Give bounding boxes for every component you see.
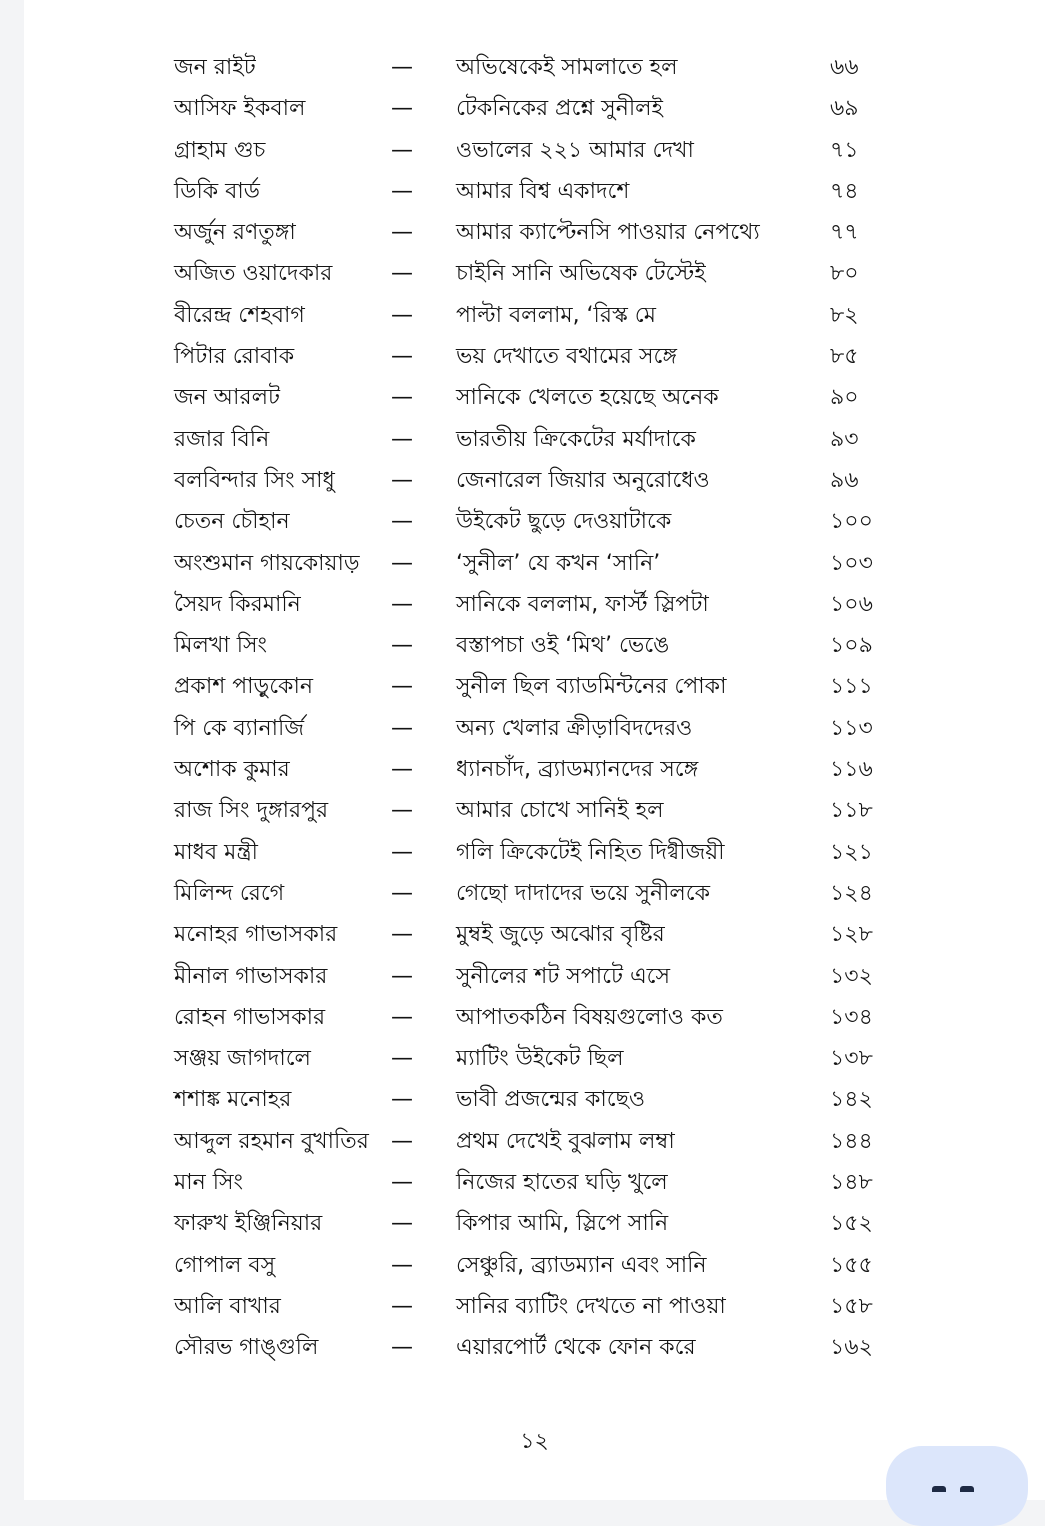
- entry-author: সৌরভ গাঙ্গুলি: [174, 1335, 319, 1361]
- document-page: [24, 0, 1045, 1500]
- entry-page: ১১৩: [830, 715, 873, 741]
- entry-author: জন আরলট: [174, 385, 280, 411]
- entry-title: পাল্টা বললাম, ‘রিস্ক মে: [456, 302, 656, 328]
- entry-author: আসিফ ইকবাল: [174, 96, 306, 122]
- entry-title: ভয় দেখাতে বথামের সঙ্গে: [456, 344, 677, 370]
- entry-dash: —: [391, 426, 413, 452]
- entry-page: ৯৩: [830, 426, 859, 452]
- toc-entry: [174, 89, 894, 130]
- entry-dash: —: [391, 880, 413, 906]
- toc-entry: [174, 1163, 894, 1204]
- menu-icon: [932, 1486, 980, 1494]
- entry-title: উইকেট ছুড়ে দেওয়াটাকে: [456, 509, 672, 535]
- toc-entry: [174, 585, 894, 626]
- toc-entry: [174, 502, 894, 543]
- entry-page: ১১১: [830, 674, 873, 700]
- entry-title: চাইনি সানি অভিষেক টেস্টেই: [456, 261, 706, 287]
- entry-author: ডিকি বার্ড: [174, 178, 260, 204]
- entry-author: অর্জুন রণতুঙ্গা: [174, 220, 296, 246]
- entry-page: ৭১: [830, 137, 859, 163]
- entry-dash: —: [391, 96, 413, 122]
- toc-entry: [174, 1204, 894, 1245]
- entry-page: ১২৪: [830, 880, 873, 906]
- toc-entry: [174, 957, 894, 998]
- toc-entry: [174, 1039, 894, 1080]
- entry-author: মান সিং: [174, 1170, 244, 1196]
- entry-dash: —: [391, 798, 413, 824]
- page-number: ১২: [520, 1429, 549, 1454]
- entry-page: ১৪৮: [830, 1170, 873, 1196]
- toc-entry: [174, 172, 894, 213]
- entry-author: অশোক কুমার: [174, 757, 290, 783]
- entry-author: পি কে ব্যানার্জি: [174, 715, 305, 741]
- entry-title: অন্য খেলার ক্রীড়াবিদদেরও: [456, 715, 693, 741]
- entry-title: ওভালের ২২১ আমার দেখা: [456, 137, 694, 163]
- entry-dash: —: [391, 178, 413, 204]
- entry-author: মিলখা সিং: [174, 633, 268, 659]
- entry-author: মীনাল গাভাসকার: [174, 963, 328, 989]
- entry-dash: —: [391, 591, 413, 617]
- entry-page: ১৩৪: [830, 1004, 873, 1030]
- entry-title: ভারতীয় ক্রিকেটের মর্যাদাকে: [456, 426, 696, 452]
- entry-title: সানিকে বললাম, ফার্স্ট স্লিপটা: [456, 591, 709, 617]
- toc-entry: [174, 337, 894, 378]
- entry-page: ১৬২: [830, 1335, 873, 1361]
- entry-dash: —: [391, 344, 413, 370]
- entry-title: এয়ারপোর্ট থেকে ফোন করে: [456, 1335, 696, 1361]
- entry-page: ১৩২: [830, 963, 873, 989]
- toc-entry: [174, 1328, 894, 1369]
- entry-page: ১৫২: [830, 1211, 873, 1237]
- entry-title: সেঞ্চুরি, ব্র্যাডম্যান এবং সানি: [456, 1252, 707, 1278]
- entry-dash: —: [391, 715, 413, 741]
- entry-dash: —: [391, 839, 413, 865]
- entry-page: ১২৮: [830, 922, 873, 948]
- entry-title: আমার চোখে সানিই হল: [456, 798, 664, 824]
- toc-entry: [174, 461, 894, 502]
- toc-entry: [174, 709, 894, 750]
- entry-dash: —: [391, 1128, 413, 1154]
- toc-entry: [174, 48, 894, 89]
- toc-entry: [174, 750, 894, 791]
- toc-entry: [174, 626, 894, 667]
- entry-author: সৈয়দ কিরমানি: [174, 591, 301, 617]
- entry-page: ৭৭: [830, 220, 859, 246]
- table-of-contents: [174, 48, 894, 1370]
- toc-entry: [174, 1080, 894, 1121]
- entry-author: অজিত ওয়াদেকার: [174, 261, 333, 287]
- entry-author: জন রাইট: [174, 55, 256, 80]
- entry-title: গেছো দাদাদের ভয়ে সুনীলকে: [456, 880, 711, 906]
- entry-page: ১০০: [830, 509, 873, 535]
- entry-page: ১১৬: [830, 757, 873, 783]
- entry-author: সঞ্জয় জাগদালে: [174, 1046, 311, 1072]
- entry-title: সুনীলের শট সপাটে এসে: [456, 963, 671, 989]
- toc-entry: [174, 915, 894, 956]
- entry-title: সানির ব্যাটিং দেখতে না পাওয়া: [456, 1293, 726, 1319]
- entry-title: অভিষেকেই সামলাতে হল: [456, 55, 678, 80]
- entry-dash: —: [391, 1211, 413, 1237]
- entry-author: আব্দুল রহমান বুখাতির: [174, 1128, 369, 1154]
- toc-entry: [174, 378, 894, 419]
- entry-dash: —: [391, 467, 413, 493]
- entry-page: ১৪২: [830, 1087, 873, 1113]
- entry-author: রাজ সিং দুঙ্গারপুর: [174, 798, 329, 824]
- entry-author: বলবিন্দার সিং সাধু: [174, 467, 335, 493]
- entry-page: ৬৯: [830, 96, 859, 122]
- toc-entry: [174, 833, 894, 874]
- entry-author: গোপাল বসু: [174, 1252, 276, 1278]
- entry-dash: —: [391, 55, 413, 80]
- entry-dash: —: [391, 674, 413, 700]
- entry-page: ১০৬: [830, 591, 873, 617]
- entry-title: নিজের হাতের ঘড়ি খুলে: [456, 1170, 668, 1196]
- entry-author: আলি বাখার: [174, 1293, 281, 1319]
- entry-dash: —: [391, 757, 413, 783]
- entry-page: ৮০: [830, 261, 859, 287]
- entry-title: আমার ক্যাপ্টেনসি পাওয়ার নেপথ্যে: [456, 220, 760, 246]
- entry-page: ৬৬: [830, 55, 859, 80]
- entry-title: ম্যাটিং উইকেট ছিল: [456, 1046, 624, 1072]
- entry-title: ধ্যানচাঁদ, ব্র্যাডম্যানদের সঙ্গে: [456, 757, 699, 783]
- entry-dash: —: [391, 1046, 413, 1072]
- toc-entry: [174, 213, 894, 254]
- entry-title: আমার বিশ্ব একাদশে: [456, 178, 630, 204]
- floating-action-button[interactable]: [886, 1446, 1028, 1526]
- entry-title: গলি ক্রিকেটেই নিহিত দিগ্বীজয়ী: [456, 839, 725, 865]
- entry-page: ৯৬: [830, 467, 859, 493]
- entry-title: বস্তাপচা ওই ‘মিথ’ ভেঙে: [456, 633, 670, 659]
- entry-author: মনোহর গাভাসকার: [174, 922, 338, 948]
- entry-dash: —: [391, 1087, 413, 1113]
- toc-entry: [174, 420, 894, 461]
- entry-page: ১৩৮: [830, 1046, 873, 1072]
- entry-title: প্রথম দেখেই বুঝলাম লম্বা: [456, 1128, 675, 1154]
- entry-dash: —: [391, 633, 413, 659]
- entry-title: টেকনিকের প্রশ্নে সুনীলই: [456, 96, 663, 122]
- entry-dash: —: [391, 1004, 413, 1030]
- entry-title: কিপার আমি, স্লিপে সানি: [456, 1211, 669, 1237]
- entry-page: ১০৯: [830, 633, 873, 659]
- entry-author: গ্রাহাম গুচ: [174, 137, 266, 163]
- entry-author: ফারুখ ইঞ্জিনিয়ার: [174, 1211, 323, 1237]
- entry-author: চেতন চৌহান: [174, 509, 290, 535]
- entry-title: ‘সুনীল’ যে কখন ‘সানি’: [456, 550, 661, 576]
- entry-author: প্রকাশ পাড়ুকোন: [174, 674, 313, 700]
- entry-dash: —: [391, 1335, 413, 1361]
- entry-title: মুম্বই জুড়ে অঝোর বৃষ্টির: [456, 922, 665, 948]
- toc-entry: [174, 667, 894, 708]
- entry-dash: —: [391, 302, 413, 328]
- entry-page: ৮২: [830, 302, 859, 328]
- entry-author: অংশুমান গায়কোয়াড়: [174, 550, 360, 576]
- toc-entry: [174, 1287, 894, 1328]
- entry-title: সুনীল ছিল ব্যাডমিন্টনের পোকা: [456, 674, 727, 700]
- entry-dash: —: [391, 963, 413, 989]
- entry-page: ৮৫: [830, 344, 859, 370]
- entry-page: ১০৩: [830, 550, 873, 576]
- entry-page: ৭৪: [830, 178, 859, 204]
- entry-dash: —: [391, 1252, 413, 1278]
- entry-dash: —: [391, 385, 413, 411]
- entry-page: ৯০: [830, 385, 859, 411]
- entry-dash: —: [391, 922, 413, 948]
- toc-entry: [174, 998, 894, 1039]
- toc-entry: [174, 544, 894, 585]
- entry-dash: —: [391, 550, 413, 576]
- entry-dash: —: [391, 220, 413, 246]
- entry-author: রোহন গাভাসকার: [174, 1004, 326, 1030]
- entry-page: ১৫৫: [830, 1252, 873, 1278]
- entry-author: বীরেন্দ্র শেহবাগ: [174, 302, 305, 328]
- toc-entry: [174, 131, 894, 172]
- entry-author: শশাঙ্ক মনোহর: [174, 1087, 292, 1113]
- entry-author: পিটার রোবাক: [174, 344, 295, 370]
- entry-title: ভাবী প্রজন্মের কাছেও: [456, 1087, 646, 1113]
- entry-dash: —: [391, 1293, 413, 1319]
- entry-page: ১২১: [830, 839, 873, 865]
- toc-entry: [174, 296, 894, 337]
- entry-title: আপাতকঠিন বিষয়গুলোও কত: [456, 1004, 723, 1030]
- toc-entry: [174, 254, 894, 295]
- entry-dash: —: [391, 1170, 413, 1196]
- entry-author: রজার বিনি: [174, 426, 270, 452]
- entry-dash: —: [391, 137, 413, 163]
- entry-page: ১৫৮: [830, 1293, 873, 1319]
- entry-dash: —: [391, 261, 413, 287]
- toc-entry: [174, 1122, 894, 1163]
- entry-title: জেনারেল জিয়ার অনুরোধেও: [456, 467, 710, 493]
- toc-entry: [174, 791, 894, 832]
- toc-entry: [174, 1246, 894, 1287]
- entry-title: সানিকে খেলতে হয়েছে অনেক: [456, 385, 719, 411]
- entry-page: ১৪৪: [830, 1128, 873, 1154]
- entry-dash: —: [391, 509, 413, 535]
- entry-author: মিলিন্দ রেগে: [174, 880, 285, 906]
- entry-page: ১১৮: [830, 798, 873, 824]
- toc-entry: [174, 874, 894, 915]
- entry-author: মাধব মন্ত্রী: [174, 839, 258, 865]
